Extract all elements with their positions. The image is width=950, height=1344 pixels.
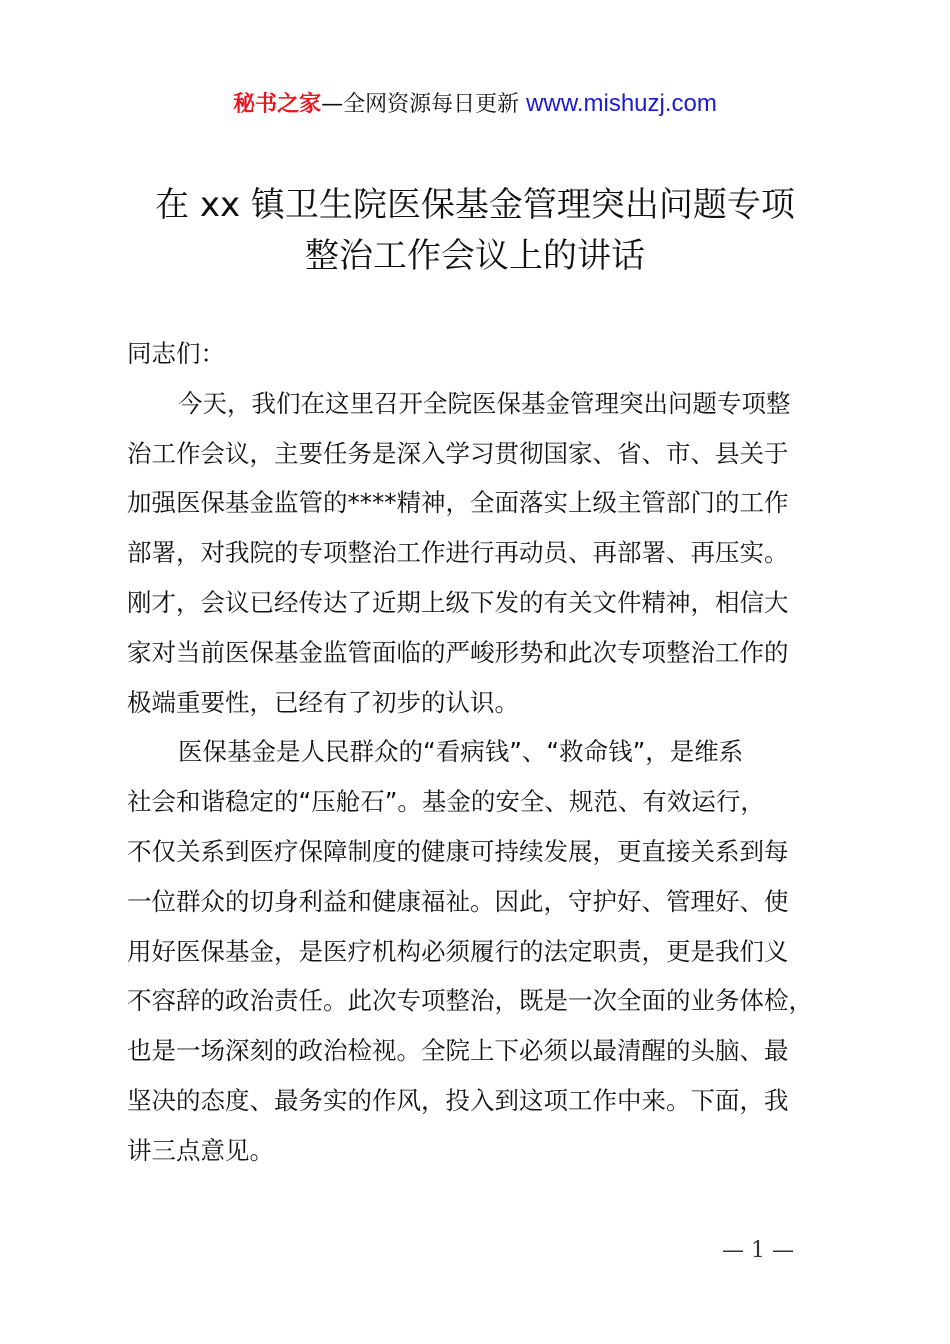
banner-slogan: —全网资源每日更新 <box>321 92 520 117</box>
text-line: 极端重要性，已经有了初步的认识。 <box>127 687 519 717</box>
text-line: 刚才，会议已经传达了近期上级下发的有关文件精神，相信大 <box>127 587 789 617</box>
paragraph-1 <box>127 379 867 728</box>
title-line: 整治工作会议上的讲话 <box>305 236 645 276</box>
text-line: 社会和谐稳定的“压舱石”。基金的安全、规范、有效运行， <box>127 787 765 817</box>
text-line: 用好医保基金，是医疗机构必须履行的法定职责，更是我们义 <box>127 936 789 966</box>
text-line: 不仅关系到医疗保障制度的健康可持续发展，更直接关系到每 <box>127 836 789 866</box>
text-line: 医保基金是人民群众的“看病钱”、“救命钱”，是维系 <box>178 737 744 767</box>
text-line: 今天，我们在这里召开全院医保基金管理突出问题专项整 <box>178 388 791 418</box>
text-line: 也是一场深刻的政治检视。全院上下必须以最清醒的头脑、最 <box>127 1036 789 1066</box>
text-line: 部署，对我院的专项整治工作进行再动员、再部署、再压实。 <box>127 538 789 568</box>
text-line: 讲三点意见。 <box>127 1135 274 1165</box>
paragraph-2 <box>127 727 867 1175</box>
text-line: 加强医保基金监管的****精神，全面落实上级主管部门的工作 <box>127 488 789 518</box>
text-line: 坚决的态度、最务实的作风，投入到这项工作中来。下面，我 <box>127 1085 789 1115</box>
text-line: 治工作会议，主要任务是深入学习贯彻国家、省、市、县关于 <box>127 438 789 468</box>
document-title <box>0 180 950 282</box>
site-banner <box>0 88 950 121</box>
site-url-link[interactable]: www.mishuzj.com <box>526 90 717 117</box>
text-line: 不容辞的政治责任。此次专项整治，既是一次全面的业务体检， <box>127 986 813 1016</box>
document-body <box>127 329 867 1176</box>
text-line: 一位群众的切身利益和健康福祉。因此，守护好、管理好、使 <box>127 886 789 916</box>
salutation: 同志们： <box>127 339 225 368</box>
page-number: — 1 — <box>722 1238 794 1263</box>
text-line: 家对当前医保基金监管面临的严峻形势和此次专项整治工作的 <box>127 637 789 667</box>
brand-name: 秘书之家 <box>233 92 322 117</box>
title-line: 在 xx 镇卫生院医保基金管理突出问题专项 <box>155 185 795 225</box>
